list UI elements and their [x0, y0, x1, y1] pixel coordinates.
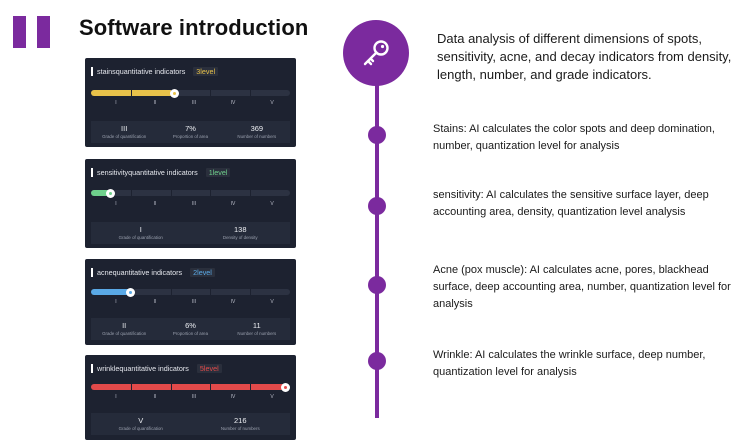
card-sensitivity	[85, 159, 296, 248]
level-badge: 5level	[197, 364, 222, 373]
scale-label: I	[115, 201, 117, 207]
stat-label: Grade of quantification	[118, 426, 163, 431]
stats-panel	[91, 413, 290, 435]
segment-divider	[171, 190, 172, 196]
key-icon	[360, 37, 392, 69]
segment-divider	[131, 384, 132, 390]
page-title: Software introduction	[79, 15, 309, 40]
stat-value: 216	[233, 416, 247, 425]
logo-bar	[13, 16, 26, 48]
level-progress-bar	[91, 190, 290, 196]
title-marker	[91, 168, 93, 177]
segment-divider	[171, 289, 172, 295]
level-knob	[106, 189, 115, 198]
stat-value: 7%	[185, 124, 196, 133]
segment-divider	[250, 384, 251, 390]
segment-divider	[250, 190, 251, 196]
scale-label: IV	[230, 201, 236, 207]
stat-value: 369	[250, 124, 264, 133]
segment-divider	[210, 384, 211, 390]
stat-label: Number of numbers	[220, 426, 260, 431]
stat-grade	[91, 318, 157, 340]
card-title: wrinklequantitative indicators	[97, 363, 189, 373]
segment-divider	[210, 90, 211, 96]
scale-label: III	[191, 100, 197, 106]
level-progress-fill	[91, 384, 286, 390]
scale-label: III	[191, 394, 197, 400]
scale-label: V	[270, 299, 274, 305]
desc-stains: Stains: AI calculates the color spots and deep domination, number, quantization level for analysis	[433, 123, 715, 152]
scale-label: II	[153, 299, 157, 305]
card-header	[91, 167, 230, 177]
title-marker	[91, 364, 93, 373]
stat-value: 6%	[185, 321, 196, 330]
card-acne	[85, 259, 296, 345]
segment-divider	[250, 90, 251, 96]
segment-divider	[131, 190, 132, 196]
scale-label: IV	[230, 394, 236, 400]
desc-sensitivity: sensitivity: AI calculates the sensitive surface layer, deep accounting area, density, quantization level analysis	[433, 189, 709, 218]
scale-label: III	[191, 299, 197, 305]
scale-label: I	[115, 394, 117, 400]
title-marker	[91, 67, 93, 76]
stat-value: II	[122, 321, 127, 330]
desc-wrinkle: Wrinkle: AI calculates the wrinkle surface, deep number, quantization level for analysis	[433, 349, 706, 378]
stat-grade	[91, 222, 191, 244]
stat-label: Grade of quantification	[102, 134, 147, 139]
stat-area	[157, 121, 223, 143]
stat-value: 138	[233, 225, 247, 234]
timeline-dot	[368, 126, 386, 144]
scale-labels	[85, 394, 296, 402]
level-badge: 2level	[190, 268, 215, 277]
stat-value: I	[139, 225, 142, 234]
level-progress-bar	[91, 289, 290, 295]
title-marker	[91, 268, 93, 277]
scale-labels	[85, 299, 296, 307]
stat-label: Proportion of area	[172, 134, 209, 139]
scale-label: I	[115, 299, 117, 305]
timeline-dot	[368, 276, 386, 294]
level-knob	[170, 89, 179, 98]
logo-bar	[37, 16, 50, 48]
stat-value: V	[138, 416, 144, 425]
scale-label: V	[270, 394, 274, 400]
level-progress-bar	[91, 90, 290, 96]
scale-label: II	[153, 394, 157, 400]
level-badge: 3level	[193, 67, 218, 76]
level-progress-fill	[91, 90, 175, 96]
scale-label: I	[115, 100, 117, 106]
stat-density	[191, 222, 291, 244]
stat-number	[224, 121, 290, 143]
scale-label: II	[153, 100, 157, 106]
scale-label: III	[191, 201, 197, 207]
stat-area	[157, 318, 223, 340]
stat-value: III	[121, 124, 128, 133]
stats-panel	[91, 222, 290, 244]
scale-label: V	[270, 201, 274, 207]
stats-panel	[91, 121, 290, 143]
stat-label: Grade of quantification	[102, 331, 147, 336]
card-title: acnequantitative indicators	[97, 267, 183, 277]
level-badge: 1level	[206, 168, 231, 177]
card-title: stainsquantitative indicators	[97, 66, 186, 76]
logo-bars	[13, 16, 51, 48]
scale-label: IV	[230, 299, 236, 305]
segment-divider	[131, 90, 132, 96]
desc-acne: Acne (pox muscle): AI calculates acne, pores, blackhead surface, deep accounting area, number, quantization level for analysis	[433, 264, 731, 310]
stats-panel	[91, 318, 290, 340]
stat-number	[191, 413, 291, 435]
segment-divider	[171, 384, 172, 390]
card-stains	[85, 58, 296, 147]
stat-label: Number of numbers	[237, 331, 277, 336]
scale-label: II	[153, 201, 157, 207]
stat-grade	[91, 121, 157, 143]
level-progress-bar	[91, 384, 290, 390]
key-badge	[343, 20, 409, 86]
stat-label: Density of density	[222, 235, 258, 240]
intro-text: Data analysis of different dimensions of spots, sensitivity, acne, and decay indicators from density, length, number, and grade indicators.	[437, 31, 732, 82]
scale-labels	[85, 201, 296, 209]
level-progress-fill	[91, 289, 131, 295]
card-header	[91, 66, 218, 76]
stat-number	[224, 318, 290, 340]
timeline-dot	[368, 197, 386, 215]
stat-label: Grade of quantification	[118, 235, 163, 240]
segment-divider	[210, 190, 211, 196]
level-knob	[126, 288, 135, 297]
scale-labels	[85, 100, 296, 108]
scale-label: V	[270, 100, 274, 106]
card-header	[91, 267, 215, 277]
segment-divider	[250, 289, 251, 295]
card-title: sensitivityquantitative indicators	[97, 167, 198, 177]
stat-label: Number of numbers	[237, 134, 277, 139]
stat-grade	[91, 413, 191, 435]
card-wrinkle	[85, 355, 296, 440]
stat-label: Proportion of area	[172, 331, 209, 336]
level-knob	[281, 383, 290, 392]
segment-divider	[210, 289, 211, 295]
scale-label: IV	[230, 100, 236, 106]
timeline-dot	[368, 352, 386, 370]
card-header	[91, 363, 222, 373]
stat-value: 11	[252, 321, 261, 330]
